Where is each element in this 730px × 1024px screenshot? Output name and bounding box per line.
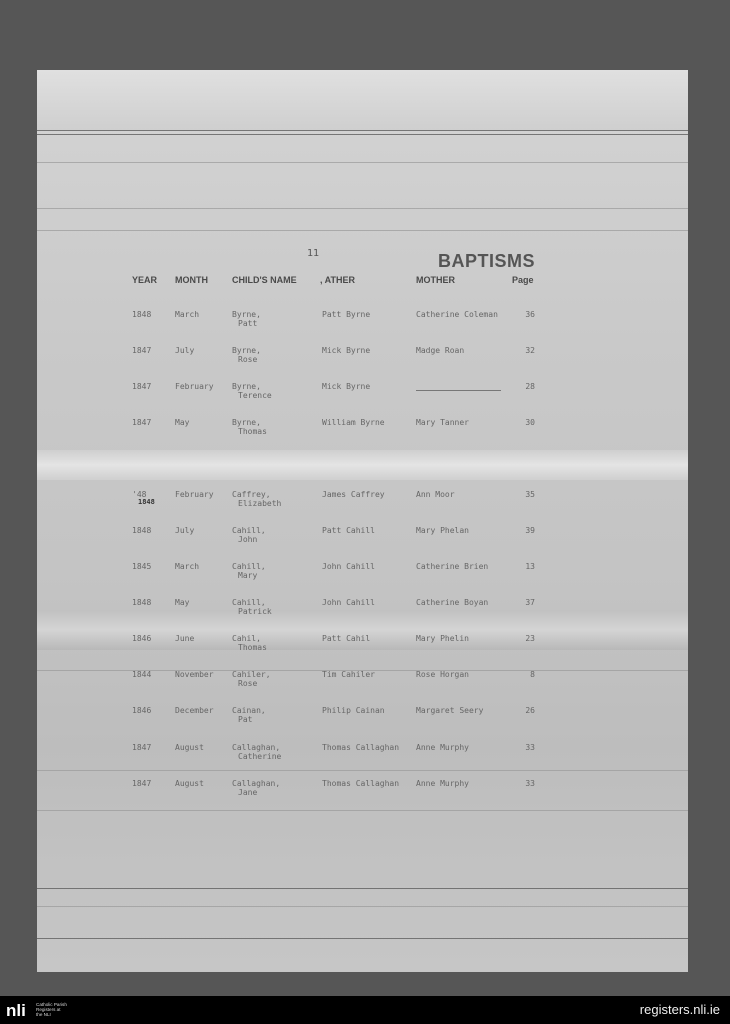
- entry-father: Patt Byrne: [322, 310, 371, 319]
- entry-surname: Cahill,: [232, 562, 266, 571]
- entry-mother: Rose Horgan: [416, 670, 469, 679]
- entry-page: 26: [525, 706, 535, 715]
- entry-year: 1847: [132, 743, 152, 752]
- entry-first-name: Catherine: [238, 752, 282, 761]
- entry-month: May: [175, 598, 190, 607]
- entry-father: Thomas Callaghan: [322, 743, 400, 752]
- entry-mother: Catherine Brien: [416, 562, 489, 571]
- entry-surname: Byrne,: [232, 310, 261, 319]
- entry-year: 1847: [132, 346, 152, 355]
- table-row: [37, 418, 688, 448]
- entry-child-name: [232, 743, 281, 761]
- entry-month: March: [175, 562, 200, 571]
- table-row: [37, 310, 688, 340]
- entry-surname: Cahiler,: [232, 670, 271, 679]
- scan-line: [37, 162, 688, 163]
- entry-surname: Cahill,: [232, 526, 266, 535]
- entry-page: 37: [525, 598, 535, 607]
- entry-father: Thomas Callaghan: [322, 779, 400, 788]
- entry-surname: Callaghan,: [232, 743, 281, 752]
- entry-father: Patt Cahil: [322, 634, 371, 643]
- entry-year: 1847: [132, 779, 152, 788]
- entry-year-annotation: 1848: [138, 498, 155, 506]
- entry-first-name: Jane: [238, 788, 258, 797]
- entry-mother: Madge Roan: [416, 346, 465, 355]
- entry-month: February: [175, 382, 214, 391]
- table-row: [37, 598, 688, 628]
- entry-surname: Cahil,: [232, 634, 261, 643]
- entry-year: 1847: [132, 418, 152, 427]
- entry-father: John Cahill: [322, 562, 375, 571]
- scan-line: [37, 810, 688, 811]
- entry-mother: Anne Murphy: [416, 779, 469, 788]
- entry-page: 13: [525, 562, 535, 571]
- entry-child-name: [232, 346, 261, 364]
- entry-child-name: [232, 562, 266, 580]
- entry-first-name: Patrick: [238, 607, 272, 616]
- header-father: , ATHER: [320, 275, 355, 285]
- entry-child-name: [232, 490, 281, 508]
- entry-child-name: [232, 526, 266, 544]
- entry-child-name: [232, 670, 271, 688]
- header-mother: MOTHER: [416, 275, 455, 285]
- register-title: BAPTISMS: [437, 251, 535, 271]
- entry-page: 36: [525, 310, 535, 319]
- scan-line: [37, 906, 688, 907]
- entry-father: James Caffrey: [322, 490, 385, 499]
- entry-mother: Catherine Coleman: [416, 310, 498, 319]
- entry-page: 33: [525, 743, 535, 752]
- entry-year: 1846: [132, 706, 152, 715]
- nli-caption-line: Catholic Parish: [36, 1002, 67, 1007]
- entry-father: William Byrne: [322, 418, 385, 427]
- table-row: [37, 346, 688, 376]
- entry-child-name: [232, 418, 267, 436]
- entry-mother: Catherine Boyan: [416, 598, 489, 607]
- light-scan-band: [37, 450, 688, 480]
- entry-year: 1848: [132, 598, 152, 607]
- entry-page: 39: [525, 526, 535, 535]
- entry-mother: Mary Phelan: [416, 526, 469, 535]
- entry-child-name: [232, 779, 280, 797]
- table-row: [37, 526, 688, 556]
- entry-surname: Caffrey,: [232, 490, 271, 499]
- entry-month: November: [175, 670, 214, 679]
- entry-first-name: Elizabeth: [238, 499, 282, 508]
- nli-logo-icon: [6, 1001, 30, 1019]
- nli-caption-line: Registers at: [36, 1007, 61, 1012]
- entry-first-name: Terence: [238, 391, 272, 400]
- entry-first-name: Patt: [238, 319, 258, 328]
- header-year: YEAR: [132, 275, 158, 285]
- table-row: [37, 670, 688, 700]
- entry-page: 30: [525, 418, 535, 427]
- register-sheet: [37, 70, 688, 972]
- table-row: [37, 634, 688, 664]
- entry-month: May: [175, 418, 190, 427]
- entry-first-name: Mary: [238, 571, 258, 580]
- entry-month: August: [175, 743, 204, 752]
- entry-month: August: [175, 779, 204, 788]
- entry-father: Philip Cainan: [322, 706, 385, 715]
- footer-bar: [0, 996, 730, 1024]
- top-scan-band: [37, 70, 688, 130]
- entry-month: July: [175, 346, 195, 355]
- scan-line: [37, 134, 688, 135]
- scan-line: [37, 230, 688, 231]
- entry-page: 35: [525, 490, 535, 499]
- entry-month: June: [175, 634, 195, 643]
- nli-logo-text: nli: [6, 1001, 26, 1019]
- header-page: Page: [512, 275, 534, 285]
- entry-child-name: [232, 598, 272, 616]
- table-row: [37, 562, 688, 592]
- entry-month: February: [175, 490, 214, 499]
- entry-year: '48: [132, 490, 147, 499]
- entry-first-name: Rose: [238, 355, 258, 364]
- entry-page: 32: [525, 346, 535, 355]
- header-month: MONTH: [175, 275, 208, 285]
- entry-father: Tim Cahiler: [322, 670, 375, 679]
- entry-mother: Anne Murphy: [416, 743, 469, 752]
- scan-line: [37, 130, 688, 131]
- nli-caption-line: the NLI: [36, 1012, 51, 1017]
- entry-surname: Cahill,: [232, 598, 266, 607]
- table-row: [37, 743, 688, 773]
- entry-first-name: Pat: [238, 715, 253, 724]
- entry-child-name: [232, 706, 266, 724]
- entry-surname: Byrne,: [232, 418, 261, 427]
- table-row: [37, 706, 688, 736]
- entry-year: 1845: [132, 562, 152, 571]
- table-row: [37, 382, 688, 412]
- scan-line: [37, 938, 688, 939]
- entry-year: 1846: [132, 634, 152, 643]
- entry-child-name: [232, 634, 267, 652]
- entry-surname: Callaghan,: [232, 779, 281, 788]
- entry-father: John Cahill: [322, 598, 375, 607]
- entry-mother: Margaret Seery: [416, 706, 484, 715]
- entry-surname: Byrne,: [232, 382, 261, 391]
- entry-month: July: [175, 526, 195, 535]
- entry-page: 8: [530, 670, 535, 679]
- entry-surname: Byrne,: [232, 346, 261, 355]
- scan-line: [37, 208, 688, 209]
- entry-mother: Ann Moor: [416, 490, 455, 499]
- entry-child-name: [232, 382, 272, 400]
- entry-first-name: Thomas: [238, 643, 267, 652]
- entry-month: March: [175, 310, 200, 319]
- entry-father: Patt Cahill: [322, 526, 375, 535]
- entry-father: Mick Byrne: [322, 382, 371, 391]
- table-row: [37, 490, 688, 520]
- site-link[interactable]: registers.nli.ie: [639, 1002, 720, 1017]
- table-row: [37, 779, 688, 809]
- nli-logo-caption: [36, 1002, 67, 1017]
- header-childs-name: CHILD'S NAME: [232, 275, 297, 285]
- entry-first-name: Rose: [238, 679, 258, 688]
- entry-mother-blank: [416, 390, 501, 391]
- entry-surname: Cainan,: [232, 706, 266, 715]
- entry-child-name: [232, 310, 261, 328]
- scan-line: [37, 888, 688, 889]
- entry-year: 1844: [132, 670, 152, 679]
- entry-year: 1848: [132, 310, 152, 319]
- entry-first-name: Thomas: [238, 427, 267, 436]
- entry-first-name: John: [238, 535, 258, 544]
- entry-mother: Mary Phelin: [416, 634, 469, 643]
- entry-month: December: [175, 706, 214, 715]
- register-page-number: 11: [307, 248, 320, 259]
- entry-page: 33: [525, 779, 535, 788]
- entry-page: 23: [525, 634, 535, 643]
- entry-page: 28: [525, 382, 535, 391]
- entry-father: Mick Byrne: [322, 346, 371, 355]
- entry-year: 1848: [132, 526, 152, 535]
- entry-year: 1847: [132, 382, 152, 391]
- entry-mother: Mary Tanner: [416, 418, 469, 427]
